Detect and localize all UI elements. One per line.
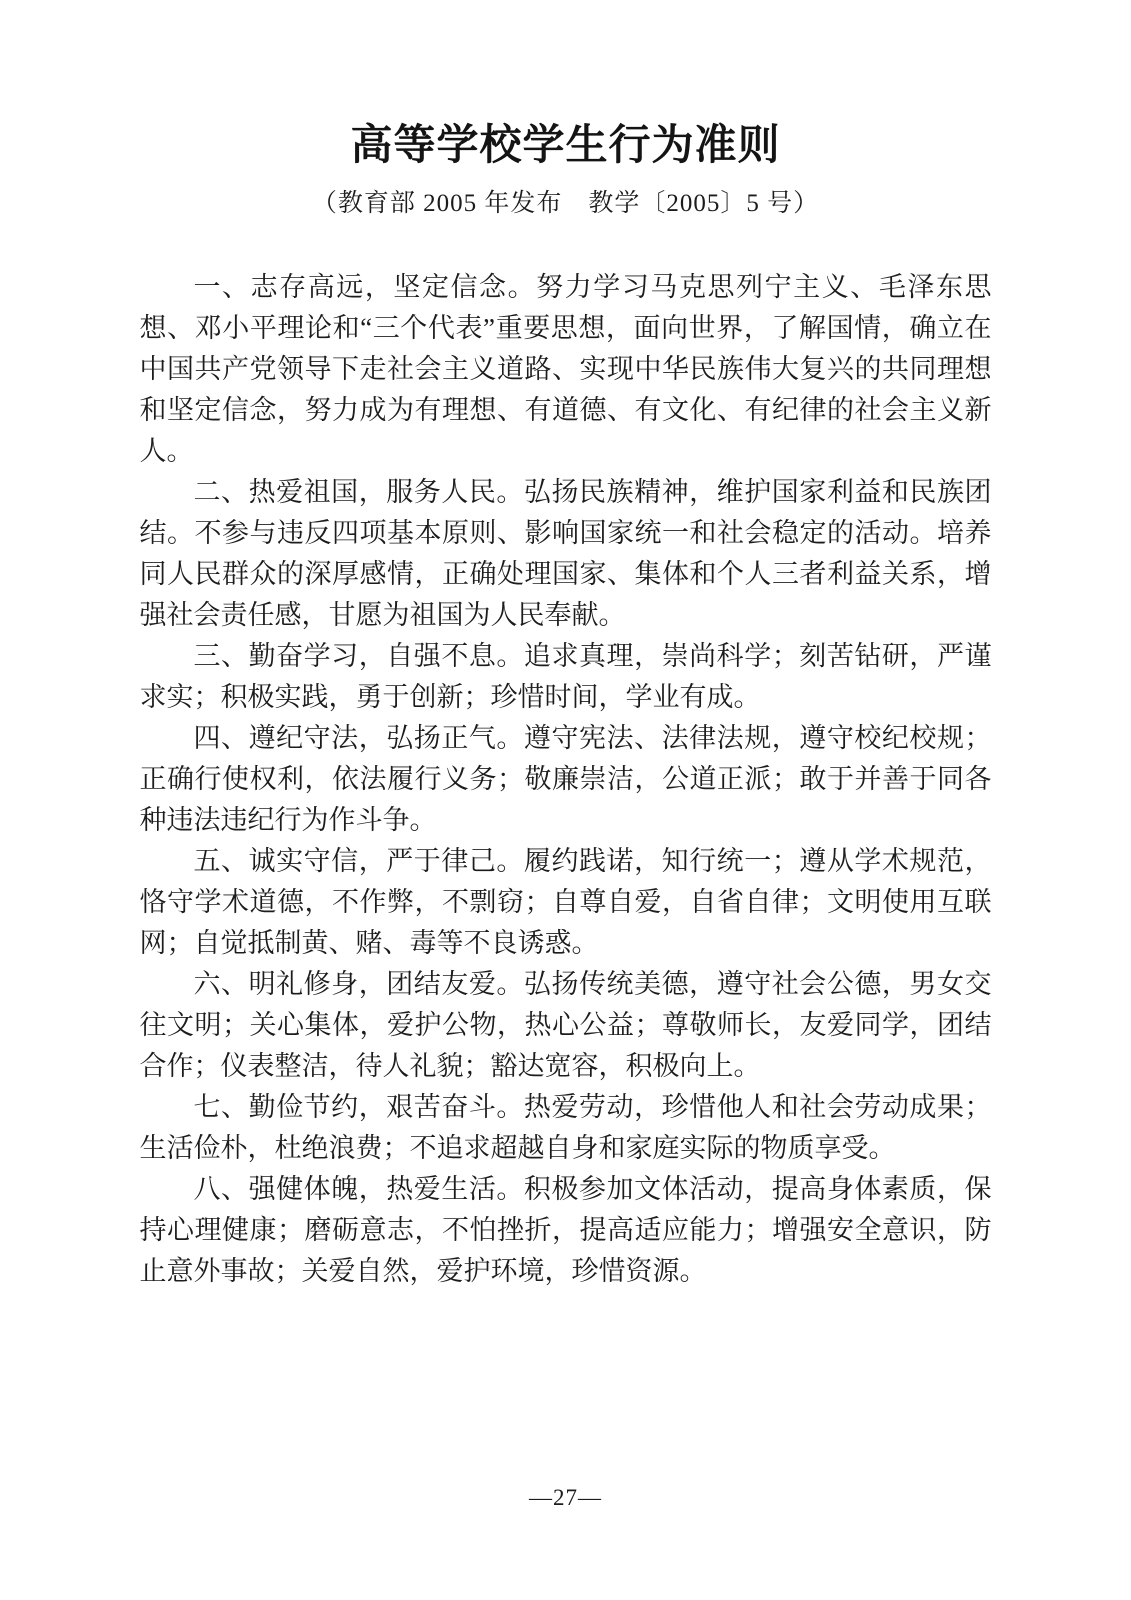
paragraph-7: 七、勤俭节约，艰苦奋斗。热爱劳动，珍惜他人和社会劳动成果；生活俭朴，杜绝浪费；不追求超越自身和家庭实际的物质享受。 (139, 1092, 992, 1164)
page-subtitle: （教育部 2005 年发布 教学〔2005〕5 号） (311, 190, 820, 218)
paragraph-1: 一、志存高远，坚定信念。努力学习马克思列宁主义、毛泽东思想、邓小平理论和“三个代表”重要思想，面向世界，了解国情，确立在中国共产党领导下走社会主义道路、实现中华民族伟大复兴的共同理想和坚定信念，努力成为有理想、有道德、有文化、有纪律的社会主义新人。 (139, 272, 992, 467)
paragraph-6: 六、明礼修身，团结友爱。弘扬传统美德，遵守社会公德，男女交往文明；关心集体，爱护公物，热心公益；尊敬师长，友爱同学，团结合作；仪表整洁，待人礼貌；豁达宽容，积极向上。 (139, 969, 992, 1082)
page-number: —27— (529, 1485, 602, 1510)
page-title: 高等学校学生行为准则 (350, 123, 781, 169)
paragraph-5: 五、诚实守信，严于律己。履约践诺，知行统一；遵从学术规范，恪守学术道德，不作弊，不剽窃；自尊自爱，自省自律；文明使用互联网；自觉抵制黄、赌、毒等不良诱惑。 (139, 846, 992, 959)
paragraph-8: 八、强健体魄，热爱生活。积极参加文体活动，提高身体素质，保持心理健康；磨砺意志，不怕挫折，提高适应能力；增强安全意识，防止意外事故；关爱自然，爱护环境，珍惜资源。 (139, 1174, 992, 1287)
paragraph-2: 二、热爱祖国，服务人民。弘扬民族精神，维护国家利益和民族团结。不参与违反四项基本原则、影响国家统一和社会稳定的活动。培养同人民群众的深厚感情，正确处理国家、集体和个人三者利益关系，增强社会责任感，甘愿为祖国为人民奉献。 (139, 477, 992, 631)
paragraph-4: 四、遵纪守法，弘扬正气。遵守宪法、法律法规，遵守校纪校规；正确行使权利，依法履行义务；敬廉崇洁，公道正派；敢于并善于同各种违法违纪行为作斗争。 (139, 723, 992, 836)
paragraph-3: 三、勤奋学习，自强不息。追求真理，崇尚科学；刻苦钻研，严谨求实；积极实践，勇于创新；珍惜时间，学业有成。 (139, 641, 992, 713)
document-body (140, 267, 992, 1292)
